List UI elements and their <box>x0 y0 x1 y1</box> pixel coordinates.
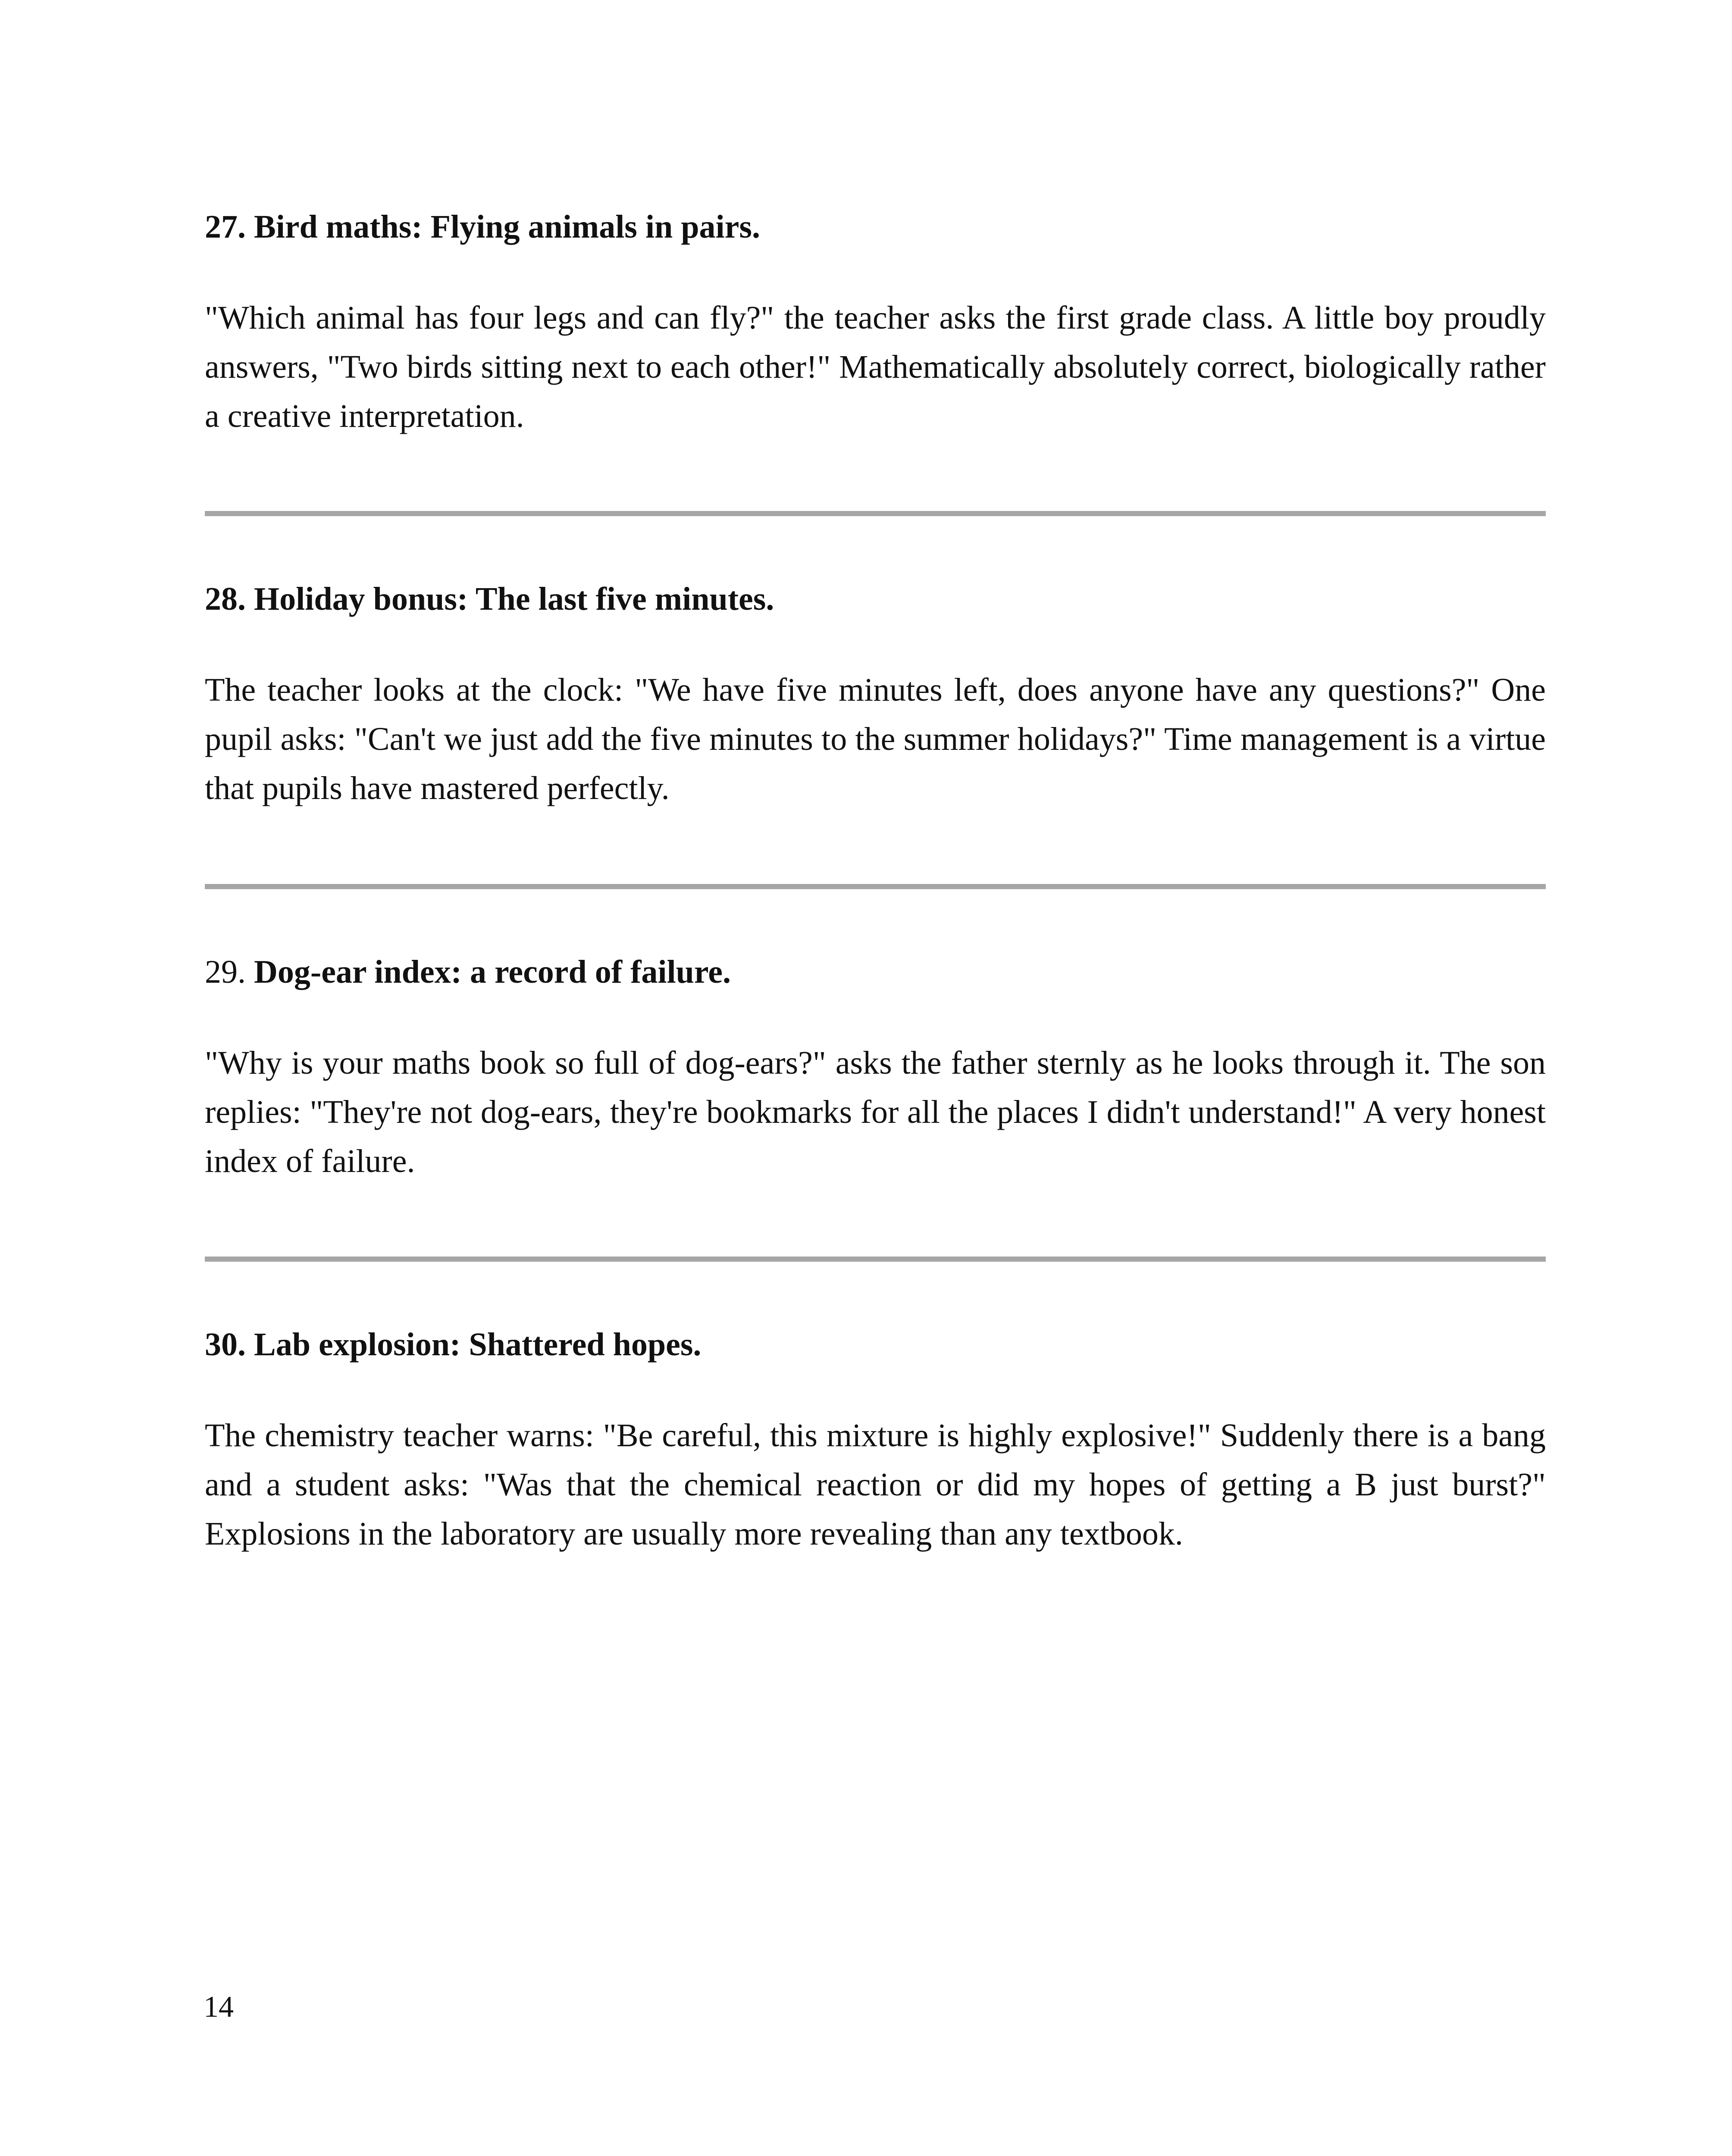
entry-number: 27. <box>205 209 246 245</box>
entry-heading: Lab explosion: Shattered hopes. <box>254 1326 702 1363</box>
entry-number: 29. <box>205 954 246 990</box>
entry-text: The chemistry teacher warns: "Be careful, this mixture is highly explosive!" Suddenly there is a bang and a student asks: "Was that the chemical reaction or did my hopes of getting a B just burst?" Explosions in the laboratory are usually more revealing than any textbook. <box>205 1417 1546 1552</box>
joke-entry-28 <box>205 575 1546 813</box>
entry-text: The teacher looks at the clock: "We have five minutes left, does anyone have any questions?" One pupil asks: "Can't we just add the five minutes to the summer holidays?" Time management is a virtue that pupils have mastered perfectly. <box>205 672 1546 806</box>
entry-title <box>205 203 1546 251</box>
entry-heading: Bird maths: Flying animals in pairs. <box>254 209 760 245</box>
entry-title <box>205 948 1546 996</box>
section-divider <box>205 511 1546 516</box>
joke-entry-27 <box>205 203 1546 441</box>
entry-title <box>205 1320 1546 1369</box>
page-number: 14 <box>204 1990 234 2024</box>
entry-number: 30. <box>205 1326 246 1363</box>
entry-text: "Which animal has four legs and can fly?" the teacher asks the first grade class. A little boy proudly answers, "Two birds sitting next to each other!" Mathematically absolutely correct, biologically rather a creative interpretation. <box>205 300 1546 434</box>
entry-heading: Holiday bonus: The last five minutes. <box>254 581 774 617</box>
entry-text: "Why is your maths book so full of dog-ears?" asks the father sternly as he looks through it. The son replies: "They're not dog-ears, they're bookmarks for all the places I didn't understand!" A very honest index of failure. <box>205 1045 1546 1179</box>
joke-entry-30 <box>205 1320 1546 1558</box>
section-divider <box>205 884 1546 889</box>
section-divider <box>205 1257 1546 1262</box>
joke-entry-29 <box>205 948 1546 1186</box>
entry-title <box>205 575 1546 623</box>
entry-heading: Dog-ear index: a record of failure. <box>254 954 731 990</box>
entry-number: 28. <box>205 581 246 617</box>
